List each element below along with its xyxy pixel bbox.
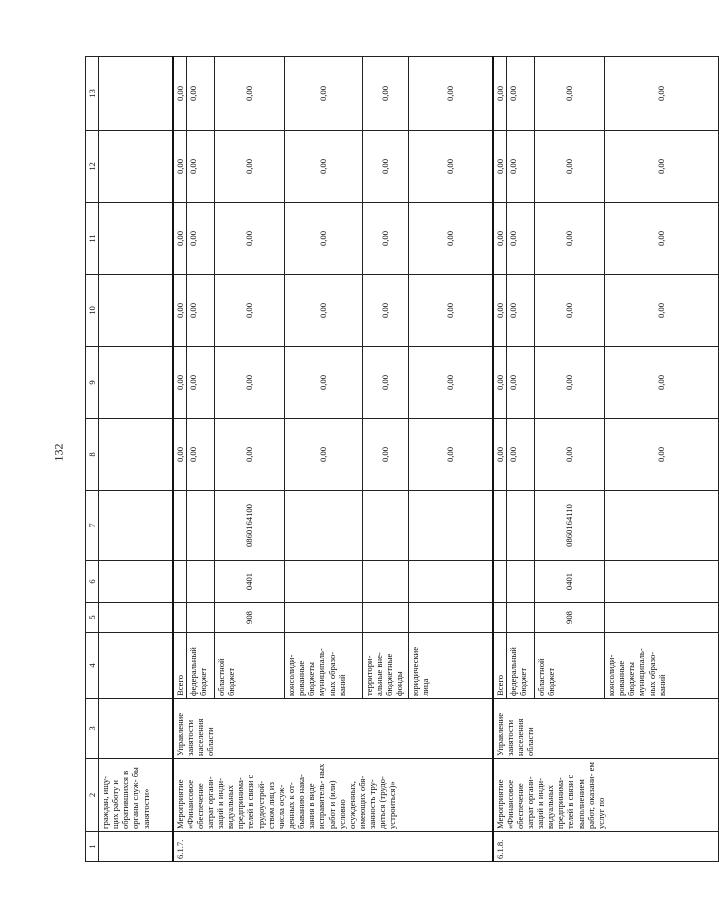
rzpr-cell: [507, 561, 535, 603]
value-cell: 0,00: [605, 57, 719, 131]
empty-cell: [99, 57, 173, 131]
csr-cell: [285, 491, 363, 561]
value-cell: 0,00: [409, 203, 493, 275]
value-cell: 0,00: [187, 203, 215, 275]
empty-cell: [99, 419, 173, 491]
value-cell: 0,00: [507, 419, 535, 491]
value-cell: 0,00: [173, 57, 187, 131]
header-cell: 3: [86, 699, 99, 759]
value-cell: 0,00: [363, 57, 409, 131]
header-cell: 12: [86, 131, 99, 203]
grbs-cell: [605, 603, 719, 633]
financing-table: [85, 56, 719, 862]
table-row: [173, 57, 187, 862]
value-cell: 0,00: [215, 203, 285, 275]
value-cell: 0,00: [507, 57, 535, 131]
value-cell: 0,00: [409, 57, 493, 131]
value-cell: 0,00: [187, 131, 215, 203]
value-cell: 0,00: [507, 347, 535, 419]
empty-cell: [99, 275, 173, 347]
grbs-cell: [285, 603, 363, 633]
rzpr-cell: [409, 561, 493, 603]
value-cell: 0,00: [535, 347, 605, 419]
header-cell: 9: [86, 347, 99, 419]
funding-source-cell: консолиди- рованные бюджеты муниципаль- ных образо- ваний: [605, 633, 719, 699]
funding-source-cell: федеральный бюджет: [507, 633, 535, 699]
continuation-name-cell: граждан, ищу- щих работу и обратившихся в органы служ- бы занятости»: [99, 759, 173, 832]
csr-cell: [173, 491, 187, 561]
funding-source-cell: федеральный бюджет: [187, 633, 215, 699]
value-cell: 0,00: [285, 203, 363, 275]
value-cell: 0,00: [215, 419, 285, 491]
value-cell: 0,00: [173, 275, 187, 347]
value-cell: 0,00: [535, 57, 605, 131]
value-cell: 0,00: [215, 57, 285, 131]
value-cell: 0,00: [493, 203, 507, 275]
value-cell: 0,00: [493, 57, 507, 131]
grbs-cell: 908: [215, 603, 285, 633]
header-cell: 4: [86, 633, 99, 699]
grbs-cell: [363, 603, 409, 633]
empty-cell: [99, 347, 173, 419]
csr-cell: [187, 491, 215, 561]
rzpr-cell: [493, 561, 507, 603]
executor-cell: Управление занятости населения области: [173, 699, 493, 759]
rzpr-cell: 0401: [215, 561, 285, 603]
value-cell: 0,00: [173, 347, 187, 419]
value-cell: 0,00: [409, 275, 493, 347]
header-row: [86, 57, 99, 862]
value-cell: 0,00: [535, 275, 605, 347]
rotated-table-container: [85, 57, 667, 862]
value-cell: 0,00: [493, 419, 507, 491]
value-cell: 0,00: [493, 275, 507, 347]
value-cell: 0,00: [409, 419, 493, 491]
table-row: [493, 57, 507, 862]
header-cell: 5: [86, 603, 99, 633]
value-cell: 0,00: [409, 131, 493, 203]
value-cell: 0,00: [187, 57, 215, 131]
funding-source-cell: юридические лица: [409, 633, 493, 699]
grbs-cell: [493, 603, 507, 633]
value-cell: 0,00: [215, 131, 285, 203]
value-cell: 0,00: [187, 419, 215, 491]
csr-cell: [363, 491, 409, 561]
measure-code-cell: 6.1.8.: [493, 832, 719, 862]
value-cell: 0,00: [363, 203, 409, 275]
page-number: 132: [51, 443, 66, 462]
value-cell: 0,00: [215, 347, 285, 419]
empty-cell: [99, 131, 173, 203]
value-cell: 0,00: [285, 275, 363, 347]
rzpr-cell: [605, 561, 719, 603]
header-cell: 11: [86, 203, 99, 275]
funding-source-cell: областной бюджет: [535, 633, 605, 699]
rzpr-cell: [173, 561, 187, 603]
header-cell: 6: [86, 561, 99, 603]
value-cell: 0,00: [507, 203, 535, 275]
executor-cell: Управление занятости населения области: [493, 699, 719, 759]
value-cell: 0,00: [605, 131, 719, 203]
empty-cell: [99, 491, 173, 561]
rzpr-cell: [363, 561, 409, 603]
value-cell: 0,00: [187, 275, 215, 347]
grbs-cell: [173, 603, 187, 633]
header-cell: 2: [86, 759, 99, 832]
value-cell: 0,00: [285, 347, 363, 419]
empty-cell: [99, 561, 173, 603]
grbs-cell: 908: [535, 603, 605, 633]
value-cell: 0,00: [535, 419, 605, 491]
value-cell: 0,00: [363, 419, 409, 491]
value-cell: 0,00: [493, 347, 507, 419]
value-cell: 0,00: [605, 275, 719, 347]
csr-cell: [605, 491, 719, 561]
value-cell: 0,00: [409, 347, 493, 419]
funding-source-cell: областной бюджет: [215, 633, 285, 699]
grbs-cell: [409, 603, 493, 633]
csr-cell: [507, 491, 535, 561]
empty-cell: [99, 203, 173, 275]
csr-cell: 0860164100: [215, 491, 285, 561]
empty-cell: [99, 633, 173, 699]
value-cell: 0,00: [605, 203, 719, 275]
value-cell: 0,00: [535, 203, 605, 275]
grbs-cell: [507, 603, 535, 633]
rzpr-cell: 0401: [535, 561, 605, 603]
empty-cell: [99, 603, 173, 633]
continuation-code-cell: [99, 832, 173, 862]
value-cell: 0,00: [605, 347, 719, 419]
value-cell: 0,00: [363, 275, 409, 347]
funding-source-cell: консолиди- рованные бюджеты муниципаль- ных образо- ваний: [285, 633, 363, 699]
funding-source-cell: Всего: [173, 633, 187, 699]
header-cell: 8: [86, 419, 99, 491]
measure-name-cell: Мероприятие «Финансовое обеспечение затрат органи- заций и инди- видуальных предпринима- телей в связи с выполнением работ, оказани- ем услуг по: [493, 759, 719, 832]
value-cell: 0,00: [173, 203, 187, 275]
value-cell: 0,00: [363, 131, 409, 203]
value-cell: 0,00: [507, 131, 535, 203]
rzpr-cell: [187, 561, 215, 603]
header-cell: 1: [86, 832, 99, 862]
value-cell: 0,00: [285, 131, 363, 203]
measure-code-cell: 6.1.7.: [173, 832, 493, 862]
csr-cell: 0860164110: [535, 491, 605, 561]
empty-cell: [99, 699, 173, 759]
continuation-row: [99, 57, 173, 862]
grbs-cell: [187, 603, 215, 633]
value-cell: 0,00: [363, 347, 409, 419]
value-cell: 0,00: [493, 131, 507, 203]
csr-cell: [409, 491, 493, 561]
header-cell: 10: [86, 275, 99, 347]
value-cell: 0,00: [285, 57, 363, 131]
value-cell: 0,00: [507, 275, 535, 347]
value-cell: 0,00: [173, 131, 187, 203]
csr-cell: [493, 491, 507, 561]
value-cell: 0,00: [173, 419, 187, 491]
funding-source-cell: Всего: [493, 633, 507, 699]
value-cell: 0,00: [535, 131, 605, 203]
value-cell: 0,00: [215, 275, 285, 347]
funding-source-cell: территори- альные вне- бюджетные фонды: [363, 633, 409, 699]
header-cell: 7: [86, 491, 99, 561]
rzpr-cell: [285, 561, 363, 603]
value-cell: 0,00: [285, 419, 363, 491]
measure-name-cell: Мероприятие «Финансовое обеспечение затрат органи- заций и инди- видуальных предпринима- телей в связи с трудоустрой- ством лиц из числа осуж- денных к от- быванию нака- зания в виде исправитель- ных работ и (или) условно осужденных, имеющих обя- занность тру- диться (трудо- устроиться)»: [173, 759, 493, 832]
value-cell: 0,00: [605, 419, 719, 491]
header-cell: 13: [86, 57, 99, 131]
value-cell: 0,00: [187, 347, 215, 419]
